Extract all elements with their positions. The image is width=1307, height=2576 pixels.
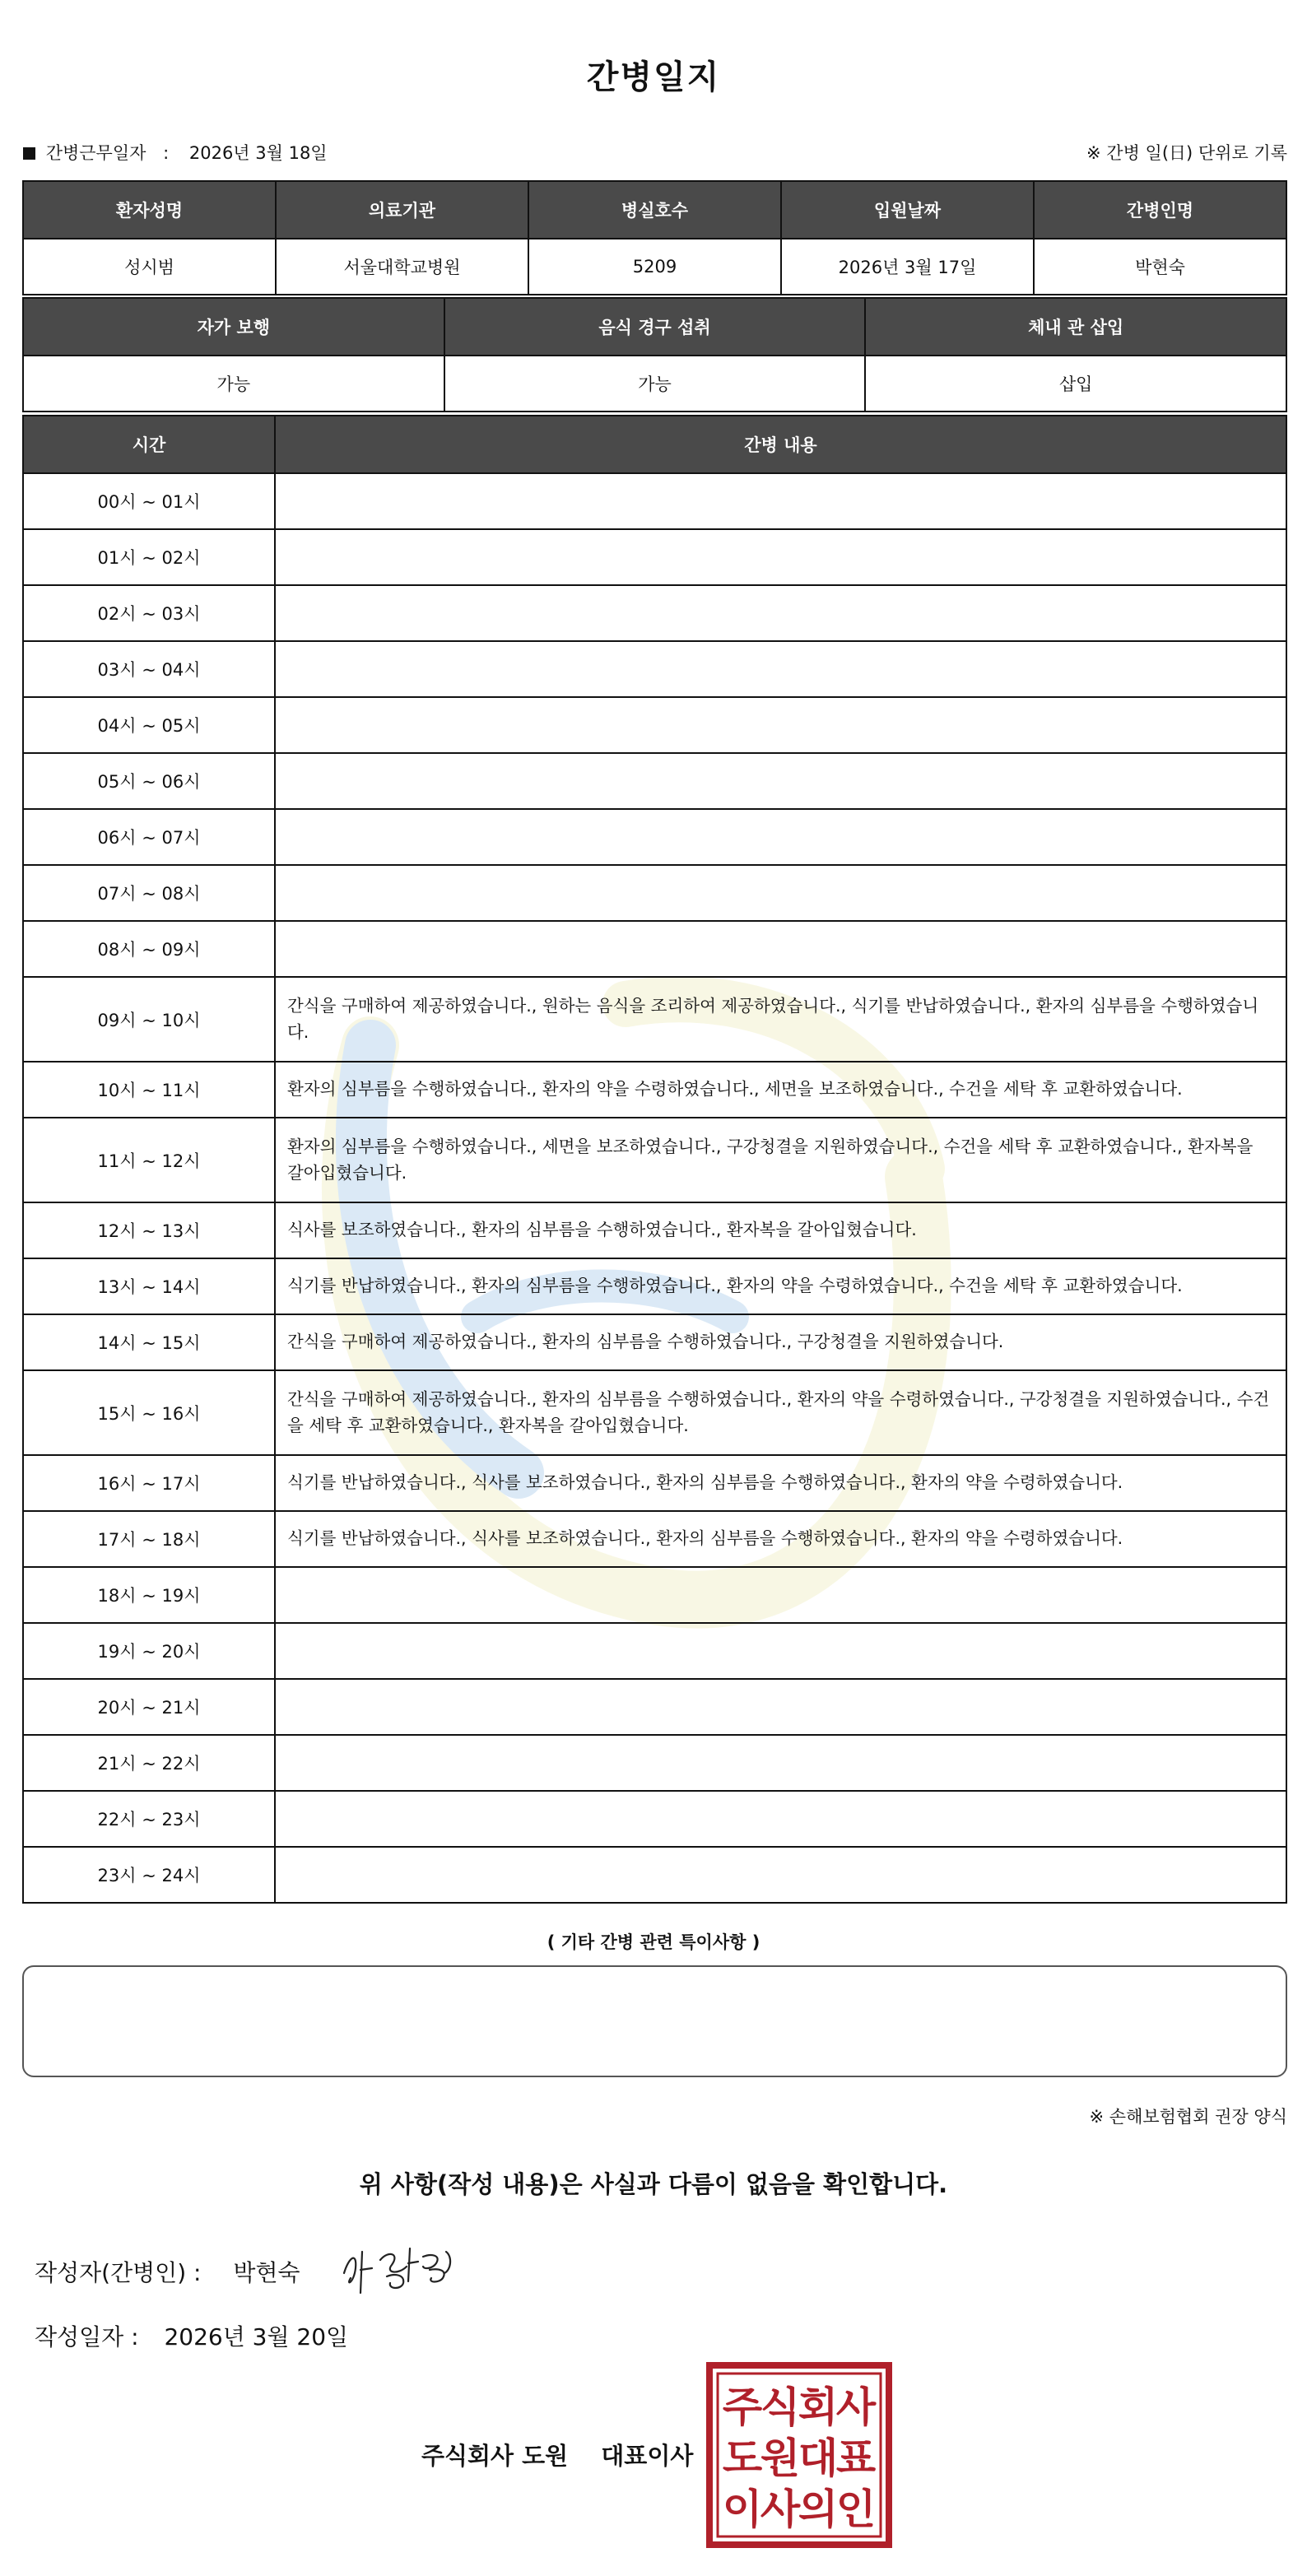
patient-status-table — [22, 297, 1287, 412]
content-cell: 간식을 구매하여 제공하였습니다., 원하는 음식을 조리하여 제공하였습니다., 식기를 반납하였습니다., 환자의 심부름을 수행하였습니다. — [275, 977, 1286, 1062]
patient-info-header-row — [23, 181, 1286, 239]
time-column-header: 시간 — [23, 416, 275, 473]
handwritten-signature — [337, 2232, 461, 2298]
svg-text:이: 이 — [722, 2485, 763, 2533]
content-cell — [275, 529, 1286, 585]
svg-text:식: 식 — [760, 2383, 801, 2431]
time-cell: 18시 ~ 19시 — [23, 1567, 275, 1623]
svg-text:표: 표 — [835, 2434, 877, 2482]
care-log-table — [22, 415, 1287, 1904]
record-unit-note: ※ 간병 일(日) 단위로 기록 — [1086, 143, 1287, 163]
content-cell: 간식을 구매하여 제공하였습니다., 환자의 심부름을 수행하였습니다., 구강청결을 지원하였습니다. — [275, 1314, 1286, 1370]
svg-text:주: 주 — [722, 2383, 763, 2431]
patient-status-header-row — [23, 298, 1286, 356]
time-cell: 10시 ~ 11시 — [23, 1062, 275, 1118]
content-cell — [275, 697, 1286, 753]
table-row — [23, 921, 1286, 977]
form-source-note: ※ 손해보험협회 권장 양식 — [1089, 2107, 1287, 2127]
table-row — [23, 1735, 1286, 1791]
remarks-box — [22, 1965, 1287, 2077]
table-row — [23, 473, 1286, 529]
patient-status-value-row — [23, 356, 1286, 412]
page-title: 간병일지 — [586, 58, 721, 96]
table-row — [23, 529, 1286, 585]
admission-date-header: 입원날짜 — [781, 181, 1034, 239]
content-cell — [275, 1679, 1286, 1735]
remarks-title: ( 기타 간병 관련 특이사항 ) — [547, 1932, 760, 1952]
content-cell — [275, 1567, 1286, 1623]
table-row — [23, 1511, 1286, 1567]
content-cell — [275, 473, 1286, 529]
care-log-header-row — [23, 416, 1286, 473]
table-row — [23, 1791, 1286, 1847]
content-cell: 환자의 심부름을 수행하였습니다., 환자의 약을 수령하였습니다., 세면을 보조하였습니다., 수건을 세탁 후 교환하였습니다. — [275, 1062, 1286, 1118]
work-date-label: 간병근무일자 — [45, 143, 147, 163]
time-cell: 16시 ~ 17시 — [23, 1455, 275, 1511]
time-cell: 06시 ~ 07시 — [23, 809, 275, 865]
svg-text:원: 원 — [760, 2434, 801, 2482]
oral-intake-header: 음식 경구 섭취 — [444, 298, 866, 356]
hospital-header: 의료기관 — [276, 181, 528, 239]
time-cell: 17시 ~ 18시 — [23, 1511, 275, 1567]
content-cell — [275, 921, 1286, 977]
patient-name-value: 성시범 — [23, 239, 276, 295]
time-cell: 19시 ~ 20시 — [23, 1623, 275, 1679]
work-date-colon: : — [163, 143, 170, 163]
content-cell — [275, 585, 1286, 641]
table-row — [23, 1847, 1286, 1903]
time-cell: 00시 ~ 01시 — [23, 473, 275, 529]
company-line — [421, 2438, 693, 2471]
writer-name: 박현숙 — [233, 2259, 300, 2286]
table-row — [23, 1258, 1286, 1314]
table-row — [23, 865, 1286, 921]
written-date-value: 2026년 3월 20일 — [164, 2323, 349, 2350]
confirmation-statement: 위 사항(작성 내용)은 사실과 다름이 없음을 확인합니다. — [359, 2170, 948, 2198]
time-cell: 14시 ~ 15시 — [23, 1314, 275, 1370]
time-cell: 05시 ~ 06시 — [23, 753, 275, 809]
tube-insertion-header: 체내 관 삽입 — [865, 298, 1286, 356]
patient-info-table — [22, 180, 1287, 295]
care-content-column-header: 간병 내용 — [275, 416, 1286, 473]
hospital-value: 서울대학교병원 — [276, 239, 528, 295]
time-cell: 20시 ~ 21시 — [23, 1679, 275, 1735]
work-date-value: 2026년 3월 18일 — [188, 143, 328, 163]
company-seal-stamp — [706, 2362, 892, 2548]
time-cell: 15시 ~ 16시 — [23, 1370, 275, 1455]
tube-insertion-value: 삽입 — [865, 356, 1286, 412]
content-cell — [275, 1735, 1286, 1791]
table-row — [23, 1623, 1286, 1679]
svg-text:의: 의 — [798, 2485, 839, 2533]
table-row — [23, 641, 1286, 697]
table-row — [23, 1567, 1286, 1623]
square-bullet-icon — [23, 147, 35, 160]
patient-info-value-row — [23, 239, 1286, 295]
table-row — [23, 585, 1286, 641]
time-cell: 01시 ~ 02시 — [23, 529, 275, 585]
table-row — [23, 809, 1286, 865]
content-cell — [275, 1623, 1286, 1679]
ceo-title: 대표이사 — [601, 2442, 694, 2470]
time-cell: 22시 ~ 23시 — [23, 1791, 275, 1847]
svg-text:회: 회 — [798, 2383, 839, 2431]
room-number-value: 5209 — [528, 239, 781, 295]
svg-text:사: 사 — [760, 2485, 801, 2533]
table-row — [23, 1314, 1286, 1370]
time-cell: 12시 ~ 13시 — [23, 1202, 275, 1258]
content-cell — [275, 753, 1286, 809]
svg-text:도: 도 — [722, 2434, 763, 2482]
caregiver-name-header: 간병인명 — [1034, 181, 1286, 239]
time-cell: 08시 ~ 09시 — [23, 921, 275, 977]
self-walking-value: 가능 — [23, 356, 444, 412]
content-cell — [275, 1847, 1286, 1903]
table-row — [23, 1370, 1286, 1455]
time-cell: 13시 ~ 14시 — [23, 1258, 275, 1314]
content-cell — [275, 809, 1286, 865]
time-cell: 07시 ~ 08시 — [23, 865, 275, 921]
content-cell: 식기를 반납하였습니다., 식사를 보조하였습니다., 환자의 심부름을 수행하였습니다., 환자의 약을 수령하였습니다. — [275, 1455, 1286, 1511]
time-cell: 09시 ~ 10시 — [23, 977, 275, 1062]
time-cell: 21시 ~ 22시 — [23, 1735, 275, 1791]
written-date-line — [35, 2319, 348, 2352]
content-cell — [275, 641, 1286, 697]
content-cell: 환자의 심부름을 수행하였습니다., 세면을 보조하였습니다., 구강청결을 지원하였습니다., 수건을 세탁 후 교환하였습니다., 환자복을 갈아입혔습니다. — [275, 1118, 1286, 1202]
svg-text:사: 사 — [835, 2383, 877, 2431]
work-date-block — [23, 140, 328, 165]
content-cell: 식기를 반납하였습니다., 환자의 심부름을 수행하였습니다., 환자의 약을 수령하였습니다., 수건을 세탁 후 교환하였습니다. — [275, 1258, 1286, 1314]
content-cell: 식사를 보조하였습니다., 환자의 심부름을 수행하였습니다., 환자복을 갈아입혔습니다. — [275, 1202, 1286, 1258]
content-cell: 간식을 구매하여 제공하였습니다., 환자의 심부름을 수행하였습니다., 환자의 약을 수령하였습니다., 구강청결을 지원하였습니다., 수건을 세탁 후 교환하였습니다., 환자복을 갈아입혔습니다. — [275, 1370, 1286, 1455]
patient-name-header: 환자성명 — [23, 181, 276, 239]
company-name: 주식회사 도원 — [421, 2442, 569, 2470]
oral-intake-value: 가능 — [444, 356, 866, 412]
svg-text:인: 인 — [835, 2485, 877, 2533]
content-cell — [275, 1791, 1286, 1847]
time-cell: 03시 ~ 04시 — [23, 641, 275, 697]
admission-date-value: 2026년 3월 17일 — [781, 239, 1034, 295]
svg-text:대: 대 — [798, 2434, 839, 2482]
time-cell: 02시 ~ 03시 — [23, 585, 275, 641]
writer-line — [35, 2255, 300, 2288]
table-row — [23, 1062, 1286, 1118]
table-row — [23, 753, 1286, 809]
room-number-header: 병실호수 — [528, 181, 781, 239]
table-row — [23, 1455, 1286, 1511]
writer-label: 작성자(간병인) : — [35, 2259, 202, 2286]
content-cell: 식기를 반납하였습니다., 식사를 보조하였습니다., 환자의 심부름을 수행하였습니다., 환자의 약을 수령하였습니다. — [275, 1511, 1286, 1567]
table-row — [23, 977, 1286, 1062]
table-row — [23, 697, 1286, 753]
self-walking-header: 자가 보행 — [23, 298, 444, 356]
time-cell: 23시 ~ 24시 — [23, 1847, 275, 1903]
caregiver-name-value: 박현숙 — [1034, 239, 1286, 295]
written-date-label: 작성일자 : — [35, 2323, 139, 2350]
time-cell: 04시 ~ 05시 — [23, 697, 275, 753]
table-row — [23, 1679, 1286, 1735]
table-row — [23, 1118, 1286, 1202]
content-cell — [275, 865, 1286, 921]
meta-row — [23, 140, 1287, 165]
time-cell: 11시 ~ 12시 — [23, 1118, 275, 1202]
table-row — [23, 1202, 1286, 1258]
